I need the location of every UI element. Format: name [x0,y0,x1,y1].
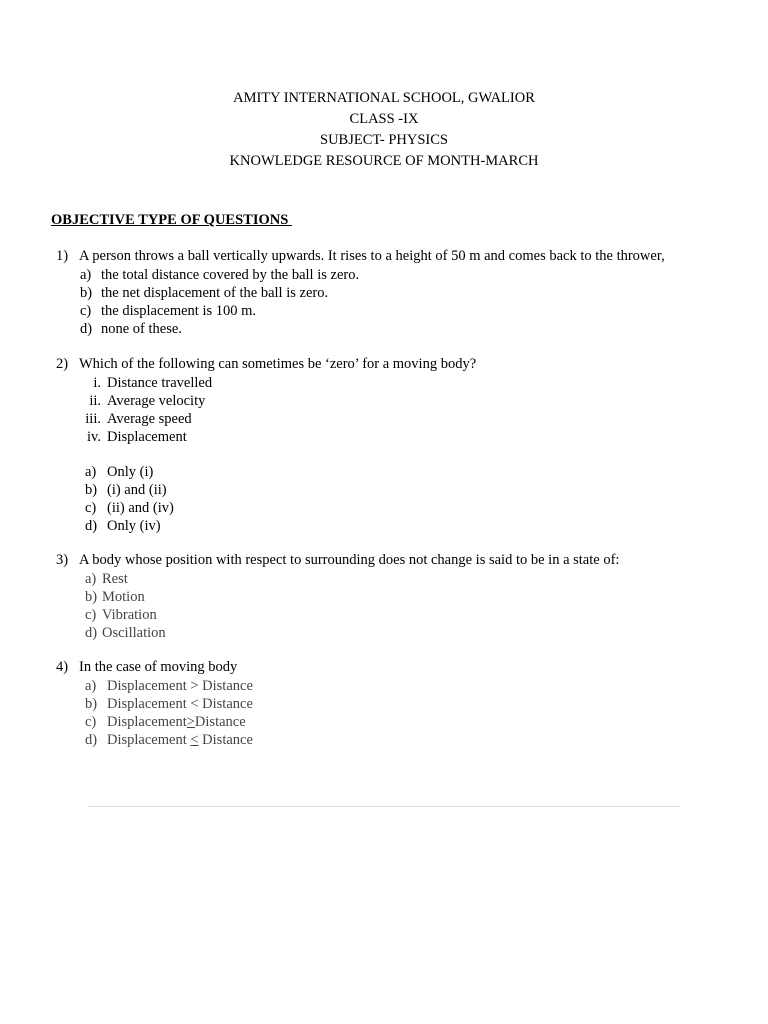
resource-title: KNOWLEDGE RESOURCE OF MONTH-MARCH [229,153,539,169]
option [85,463,756,481]
option-text: none of these. [101,320,182,337]
option-text: the net displacement of the ball is zero. [101,284,329,301]
option [85,588,756,606]
option-label: a) [85,570,97,587]
question-3 [56,551,756,642]
section-title: OBJECTIVE TYPE OF QUESTIONS [51,212,292,228]
sub-item-label: ii. [89,392,101,409]
option-label: c) [85,499,97,516]
school-name: AMITY INTERNATIONAL SCHOOL, GWALIOR [233,90,535,106]
sub-item-label: i. [93,374,101,391]
option-text: Oscillation [102,624,166,641]
question-number: 4) [56,659,69,675]
option [80,302,756,320]
option-label: d) [85,624,98,641]
option [85,570,756,588]
document-header [0,88,768,172]
option-label: d) [85,517,98,534]
option-label: b) [80,284,93,301]
option-label: d) [85,731,98,748]
option-label: c) [85,713,97,730]
page-divider [88,806,680,807]
option [80,266,756,284]
option-label: b) [85,588,98,605]
option-text: Motion [102,588,145,605]
option-text: Only (i) [107,463,154,480]
question-text: A person throws a ball vertically upwards. It rises to a height of 50 m and comes back to the thrower, [79,248,665,264]
sub-item [80,392,756,410]
option-label: a) [85,463,97,480]
sub-item-label: iii. [85,410,101,427]
sub-item-text: Displacement [107,428,187,445]
option-label: a) [85,677,97,694]
option [85,695,756,713]
option-text: Displacement > Distance [107,677,253,694]
question-text: In the case of moving body [79,659,238,675]
option [85,517,756,535]
option-text-pre: Displacement [107,731,191,748]
option-label: c) [80,302,92,319]
option-label: b) [85,695,98,712]
sub-item-text: Average velocity [107,392,206,409]
option [85,499,756,517]
option-text: Only (iv) [107,517,161,534]
question-number: 3) [56,552,69,568]
option [80,320,756,338]
option-text: Rest [102,570,128,587]
option-text: the displacement is 100 m. [101,302,257,319]
subject-name: SUBJECT- PHYSICS [320,132,448,148]
option [85,606,756,624]
sub-item [80,428,756,446]
option [80,284,756,302]
option [85,481,756,499]
option [85,731,756,749]
question-4 [56,658,756,749]
option-label: c) [85,606,97,623]
sub-item [80,374,756,392]
option-text: (i) and (ii) [107,481,167,498]
option [85,677,756,695]
less-equal-symbol: < [190,731,199,748]
sub-item [80,410,756,428]
option-text-pre: Displacement [107,713,187,730]
question-text: A body whose position with respect to surrounding does not change is said to be in a state of: [79,552,620,568]
option-text: (ii) and (iv) [107,499,174,516]
question-2 [56,355,756,535]
question-number: 2) [56,356,69,372]
option-text: the total distance covered by the ball is zero. [101,266,360,283]
class-name: CLASS -IX [349,111,419,127]
option-label: b) [85,481,98,498]
question-number: 1) [56,248,69,264]
question-1 [56,247,756,338]
question-text: Which of the following can sometimes be ‘zero’ for a moving body? [79,356,477,372]
option-label: d) [80,320,93,337]
greater-equal-symbol: > [186,713,195,730]
option-text-post: Distance [198,731,253,748]
sub-item-text: Distance travelled [107,374,213,391]
option-text-post: Distance [194,713,246,730]
option-label: a) [80,266,92,283]
sub-item-text: Average speed [107,410,192,427]
option [85,713,756,731]
option-text: Displacement < Distance [107,695,253,712]
option-text: Vibration [102,606,157,623]
option [85,624,756,642]
sub-item-label: iv. [87,428,101,445]
